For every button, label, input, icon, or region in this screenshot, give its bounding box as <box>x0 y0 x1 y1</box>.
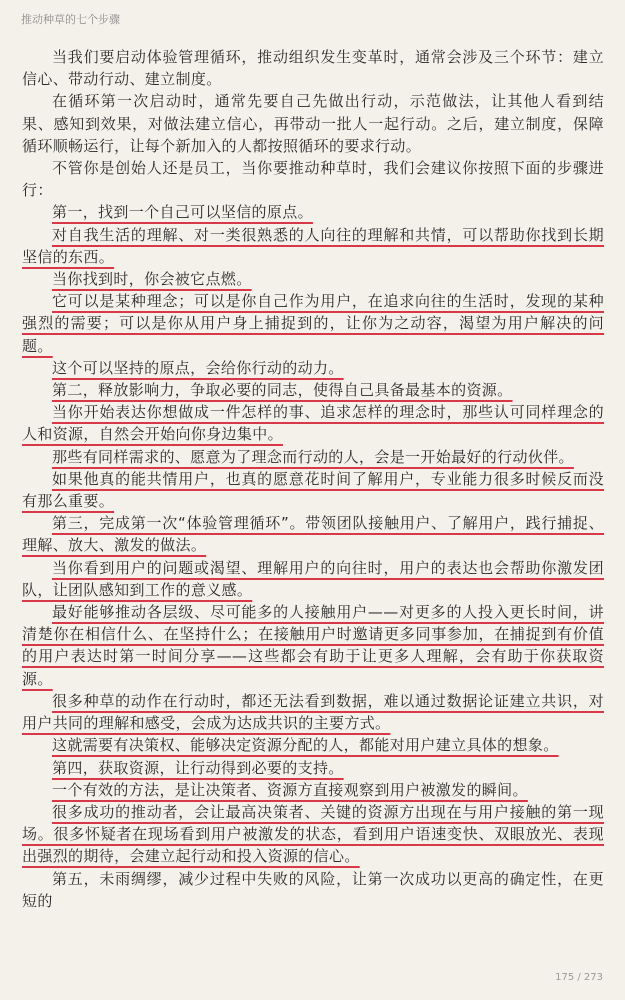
paragraph <box>22 868 604 912</box>
highlighted-text: 最好能够推动各层级、尽可能多的人接触用户——对更多的人投入更长时间，讲清楚你在相信什么、在坚持什么；在接触用户时邀请更多同事参加，在捕捉到有价值的用户表达时第一时间分享——这些都会有助于让更多人理解，会有助于你获取资源。 <box>22 603 604 688</box>
paragraph-text: 当我们要启动体验管理循环，推动组织发生变革时，通常会涉及三个环节：建立信心、带动行动、建立制度。 <box>22 48 604 89</box>
paragraph <box>22 801 604 868</box>
highlighted-text: 当你看到用户的问题或渴望、理解用户的向往时，用户的表达也会帮助你激发团队，让团队感知到工作的意义感。 <box>22 558 604 599</box>
paragraph <box>22 46 604 90</box>
highlighted-text: 如果他真的能共情用户，也真的愿意花时间了解用户，专业能力很多时候反而没有那么重要。 <box>22 469 604 511</box>
highlighted-text: 当你找到时，你会被它点燃。 <box>52 270 252 289</box>
highlighted-text: 第二，释放影响力，争取必要的同志，使得自己具备最基本的资源。 <box>52 381 513 400</box>
highlighted-text: 对自我生活的理解、对一类很熟悉的人向往的理解和共情，可以帮助你找到长期坚信的东西。 <box>22 225 604 266</box>
paragraph <box>22 379 604 401</box>
highlighted-text: 很多成功的推动者，会让最高决策者、关键的资源方出现在与用户接触的第一现场。很多怀疑者在现场看到用户被激发的状态，看到用户语速变快、双眼放光、表现出强烈的期待，会建立起行动和投入资源的信心。 <box>22 802 604 866</box>
paragraph-text: 第五，未雨绸缪，减少过程中失败的风险，让第一次成功以更高的确定性，在更短的 <box>22 869 604 910</box>
paragraph <box>22 268 604 290</box>
paragraph <box>22 557 604 601</box>
highlighted-text: 这就需要有决策权、能够决定资源分配的人，都能对用户建立具体的想象。 <box>52 736 559 755</box>
page-title: 推动种草的七个步骤 <box>21 13 120 26</box>
highlighted-text: 第一，找到一个自己可以坚信的原点。 <box>52 203 313 222</box>
paragraph <box>22 157 604 201</box>
paragraph <box>22 601 604 690</box>
paragraph <box>22 512 604 556</box>
highlighted-text: 第四，获取资源，让行动得到必要的支持。 <box>52 758 344 777</box>
highlighted-text: 很多种草的动作在行动时，都还无法看到数据，难以通过数据论证建立共识，对用户共同的理解和感受，会成为达成共识的主要方式。 <box>22 691 604 733</box>
paragraph <box>22 290 604 357</box>
page-indicator: 175 / 273 <box>555 972 603 983</box>
paragraph <box>22 201 604 223</box>
highlighted-text: 那些有同样需求的、愿意为了理念而行动的人，会是一开始最好的行动伙伴。 <box>52 447 574 466</box>
highlighted-text: 一个有效的方法，是让决策者、资源方直接观察到用户被激发的瞬间。 <box>52 780 528 799</box>
highlighted-text: 当你开始表达你想做成一件怎样的事、追求怎样的理念时，那些认可同样理念的人和资源，自然会开始向你身边集中。 <box>22 403 604 444</box>
paragraph <box>22 90 604 157</box>
highlighted-text: 它可以是某种理念；可以是你自己作为用户，在追求向往的生活时，发现的某种强烈的需要；可以是你从用户身上捕捉到的，让你为之动容，渴望为用户解决的问题。 <box>22 292 604 355</box>
paragraph <box>22 757 604 779</box>
paragraph <box>22 779 604 801</box>
paragraph <box>22 690 604 734</box>
paragraph <box>22 468 604 512</box>
document-body <box>22 46 604 912</box>
paragraph-text: 在循环第一次启动时，通常先要自己先做出行动，示范做法，让其他人看到结果、感知到效果，对做法建立信心，再带动一批人一起行动。之后，建立制度，保障循环顺畅运行，让每个新加入的人都按照循环的要求行动。 <box>22 92 604 155</box>
paragraph-text: 不管你是创始人还是员工，当你要推动种草时，我们会建议你按照下面的步骤进行： <box>22 159 604 200</box>
paragraph <box>22 734 604 756</box>
paragraph <box>22 224 604 268</box>
highlighted-text: 这个可以坚持的原点，会给你行动的动力。 <box>52 358 344 377</box>
highlighted-text: 第三，完成第一次“体验管理循环”。带领团队接触用户、了解用户，践行捕捉、理解、放大、激发的做法。 <box>22 514 604 555</box>
paragraph <box>22 401 604 445</box>
paragraph <box>22 446 604 468</box>
paragraph <box>22 357 604 379</box>
